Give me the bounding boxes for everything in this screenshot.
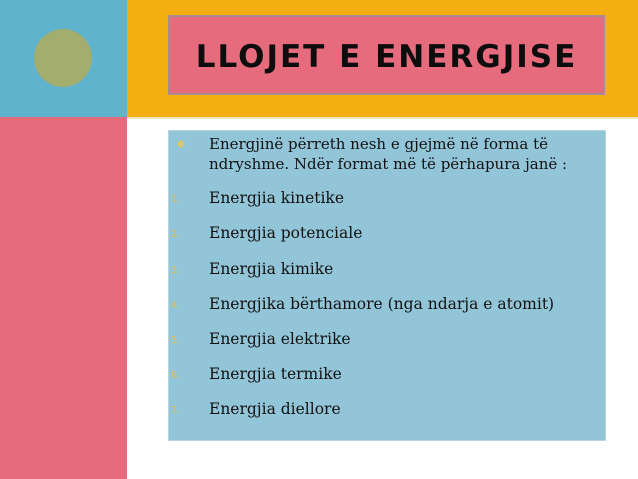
list-item [169,365,599,387]
content-box [168,130,606,441]
left-decor-block [0,117,127,479]
list-item-number: 1. [171,194,181,205]
list-item [169,295,599,317]
title-box [168,15,605,95]
list-item-number: 6. [171,370,181,381]
list-item [169,400,599,422]
list-item-label: Energjia elektrike [209,330,351,348]
list-item [169,260,599,282]
list-item-label: Energjia potenciale [209,224,363,242]
list-item-label: Energjia termike [209,365,342,383]
list-item-label: Energjia kimike [209,260,334,278]
list-item-number: 5. [171,335,181,346]
slide-title: LLOJET E ENERGJISE [195,39,578,75]
list-item-label: Energjia kinetike [209,189,344,207]
intro-text: Energjinë përreth nesh e gjejmë në forma të ndryshme. Ndër format më të përhapura janë : [209,135,568,173]
list-item-number: 7. [171,405,181,416]
list-item-number: 4. [171,300,181,311]
header-divider [127,117,638,119]
diamond-bullet-icon: ❖ [176,138,186,151]
list-item-number: 3. [171,265,181,276]
decor-circle [34,29,92,87]
list-item [169,189,599,211]
list-item [169,224,599,246]
list-item-label: Energjika bërthamore (nga ndarja e atomit) [209,295,555,313]
list-item [169,330,599,352]
list-item-number: 2. [171,229,181,240]
list-item-label: Energjia diellore [209,400,341,418]
